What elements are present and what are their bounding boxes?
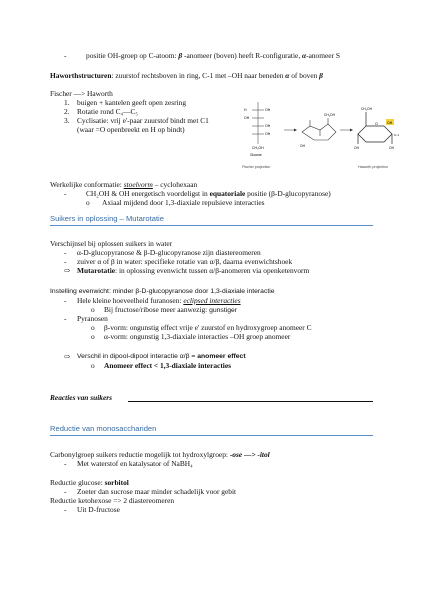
arrow-bullet: ⇨ (64, 266, 71, 275)
text-line: Verschil in dipool-dipool interactie α/β = anomeer effect (77, 353, 246, 360)
svg-text:Fischer projection: Fischer projection (242, 165, 271, 169)
conformation-line: Werkelijke conformatie: stoelvorm – cyclohexaan (50, 180, 198, 189)
section-heading: Reductie van monosacchariden (50, 424, 157, 433)
list-item: Cyclisatie: vrij e'-paar zuurstof bindt met C1 (77, 116, 209, 125)
text-line: zuiver α of β in water: specifieke rotatie van α/β, daarna evenwichtshoek (77, 257, 293, 266)
svg-text:H: H (244, 108, 247, 112)
haworth-line: Haworthstructuren: zuurstof rechtsboven in ring, C-1 met –OH naar beneden α of boven β (50, 71, 323, 80)
text-line: β-vorm: ongunstig effect vrije e' zuurstof en hydroxygroep anomeer C (104, 323, 312, 332)
text-line: Pyranosen (77, 314, 108, 323)
text-line: Met waterstof en katalysator of NaBH₄ (77, 459, 193, 468)
svg-text:Glucose: Glucose (250, 153, 262, 157)
bullet: - (64, 505, 67, 514)
text-line: Axiaal mijdend door 1,3-diaxiale repulsieve interacties (102, 198, 265, 207)
bullet: - (64, 248, 67, 257)
bullet: - (64, 487, 67, 496)
bullet: o (86, 198, 90, 207)
svg-text:Haworth projection: Haworth projection (358, 165, 388, 169)
bullet: - (64, 189, 67, 198)
major-heading: Reacties van suikers (50, 393, 112, 402)
svg-text:OH: OH (389, 146, 394, 150)
svg-text:OH: OH (244, 116, 250, 120)
bullet: - (64, 296, 67, 305)
bullet: o (91, 323, 95, 332)
text-line: α-D-glucopyranose & β-D-glucopyranose zijn diastereomeren (77, 248, 261, 257)
list-number: 2. (64, 107, 70, 116)
text-line: Verschijnsel bij oplossen suikers in water (50, 239, 173, 248)
text-line: CH₂OH & OH energetisch voordeligst in equatoriale positie (β-D-glucopyranose) (86, 189, 331, 198)
bullet: - (64, 459, 67, 468)
heading-rule (128, 401, 373, 402)
svg-text:C-1: C-1 (394, 133, 399, 137)
bullet: - (64, 257, 67, 266)
glucose-structure-diagram (240, 92, 400, 170)
list-item-cont: (waar =O openbreekt en H op bindt) (77, 125, 185, 134)
text-line: Bij fructose/ribose meer aanwezig: gunstiger (104, 305, 238, 314)
text-line: Zoeter dan sucrose maar minder schadelijk voor gebit (77, 487, 237, 496)
svg-text:OH: OH (387, 121, 393, 125)
list-number: 3. (64, 116, 70, 125)
section-rule (50, 225, 373, 226)
bullet: o (91, 332, 95, 341)
svg-text:OH: OH (354, 146, 359, 150)
bullet: o (91, 361, 95, 370)
bullet: - (64, 314, 67, 323)
text-line: Reductie ketohexose => 2 diastereomeren (50, 496, 175, 505)
svg-text:OH: OH (265, 132, 271, 136)
text-line: positie OH-groep op C-atoom: β -anomeer (boven) heeft R-configuratie, α-anomeer S (86, 51, 340, 60)
arrow-bullet: ⇨ (64, 352, 71, 361)
fischer-heading: Fischer —> Haworth (50, 89, 113, 98)
svg-text:O: O (375, 122, 378, 126)
text-line: Reductie glucose: sorbitol (50, 478, 129, 487)
text-line: Mutarotatie: in oplossing evenwicht tussen α/β-anomeren via openketenvorm (77, 266, 310, 275)
svg-text:CH₂OH: CH₂OH (361, 107, 372, 111)
svg-text:OH: OH (300, 144, 305, 148)
text-line: α-vorm: ongunstig 1,3-diaxiale interacties –OH groep anomeer (104, 332, 291, 341)
svg-text:OH: OH (265, 108, 271, 112)
list-number: 1. (64, 98, 70, 107)
svg-text:CH₂OH: CH₂OH (324, 113, 335, 117)
bullet: - (64, 51, 67, 60)
text-line: Carbonylgroep suikers reductie mogelijk tot hydroxylgroep: -ose —> -itol (50, 450, 270, 459)
section-rule (50, 435, 373, 436)
list-item: Rotatie rond C₄—C₅ (77, 107, 138, 116)
svg-text:OH: OH (265, 124, 271, 128)
bullet: o (91, 305, 95, 314)
fischer-haworth-figure (240, 92, 400, 170)
text-line: Instelling evenwicht: minder β-D-glucopyranose door 1,3-diaxiale interactie (50, 288, 275, 295)
text-line: Hele kleine hoeveelheid furanosen: eclipsed interacties (77, 296, 241, 305)
svg-text:CH₂OH: CH₂OH (252, 146, 264, 150)
list-item: buigen + kantelen geeft open zesring (77, 98, 187, 107)
text-line: Anomeer effect < 1,3-diaxiale interacties (104, 361, 232, 370)
text-line: Uit D-fructose (77, 505, 120, 514)
section-heading: Suikers in oplossing – Mutarotatie (50, 214, 164, 223)
